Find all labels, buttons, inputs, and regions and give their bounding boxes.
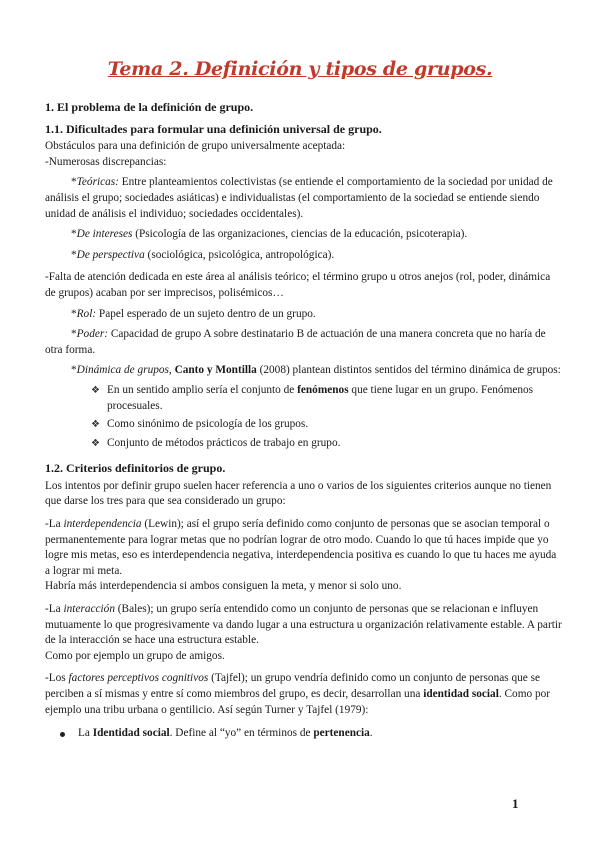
list-item: ❖ En un sentido amplio sería el conjunto de fenómenos que tiene lugar en un grupo. Fenómenos procesuales. xyxy=(91,383,534,412)
list-item: ❖ Conjunto de métodos prácticos de trabajo en grupo. xyxy=(91,436,563,452)
dinamica-paragraph: *Dinámica de grupos, Canto y Montilla (2008) plantean distintos sentidos del término dinámica de grupos: xyxy=(71,364,561,377)
interdependencia-paragraph: -La interdependencia (Lewin); así el grupo sería definido como conjunto de personas que se asocian temporal o permanentemente para lograr metas que no podrían lograr de otro modo. Cuando lo que tú haces impide que yo logre mis metas, eso es interdependencia negativa, interdependencia positiva es cuando lo que tu haces me ayuda a lograr mi meta. xyxy=(45,518,557,577)
identidad-social-term: identidad social xyxy=(423,688,499,700)
teoricas-term: Teóricas: xyxy=(76,176,119,189)
interaccion-extra: Como por ejemplo un grupo de amigos. xyxy=(45,649,225,662)
dinamica-term: Dinámica de grupos, xyxy=(76,364,172,377)
intereses-term: De intereses xyxy=(76,228,133,241)
list-item: ❖ Como sinónimo de psicología de los grupos. xyxy=(91,417,563,433)
perspectiva-term: De perspectiva xyxy=(76,248,145,261)
falta-atencion-paragraph: -Falta de atención dedicada en este área al análisis teórico; el término grupo u otros anejos (rol, poder, dinámica de grupos) acaban por ser imprecisos, polisémicos… xyxy=(45,271,551,299)
diamond-bullet-icon: ❖ xyxy=(91,419,100,431)
s12-intro: Los intentos por definir grupo suelen hacer referencia a uno o varios de los siguientes criterios aunque no tienen que darse los tres para que sea considerado un grupo: xyxy=(45,479,552,508)
s11-intro: Obstáculos para una definición de grupo universalmente aceptada: xyxy=(45,140,346,153)
factores-paragraph: -Los factores perceptivos cognitivos (Tajfel); un grupo vendría definido como un conjunto de personas que se perciben a sí mismas y entre sí como miembros del grupo, es decir, desarrollan una identidad social. Como por ejemplo una tribu urbana o gentilicio. Así según Turner y Tajfel (1979): xyxy=(45,672,551,716)
teoricas-paragraph: *Teóricas: Entre planteamientos colectivistas (se entiende el comportamiento de la sociedad por unidad de análisis el grupo; sociedades asiáticas) e individualistas (el comportamiento de la sociedad se entiende siendo unidad de análisis el individuo; sociedades occidentales). xyxy=(45,176,553,220)
dinamica-authors: Canto y Montilla xyxy=(174,364,257,377)
dot-bullet-icon xyxy=(60,732,65,737)
diamond-bullet-icon: ❖ xyxy=(91,384,100,396)
perspectiva-paragraph: *De perspectiva (sociológica, psicológica, antropológica). xyxy=(71,248,335,261)
interaccion-paragraph: -La interacción (Bales); un grupo sería entendido como un conjunto de personas que se relacionan e influyen mutuamente lo que progresivamente va dando lugar a una estructura u organización relativamente estable. A partir de la interacción se hace una estructura estable. xyxy=(45,603,562,647)
dinamica-bullet-list xyxy=(45,383,563,451)
interdependencia-term: interdependencia xyxy=(63,518,142,531)
section-1-2-heading: 1.2. Criterios definitorios de grupo. xyxy=(45,461,226,476)
diamond-bullet-icon: ❖ xyxy=(91,437,100,449)
discrepancias-line: -Numerosas discrepancias: xyxy=(45,155,167,168)
list-item: La Identidad social. Define al “yo” en términos de pertenencia. xyxy=(60,726,563,742)
poder-paragraph: *Poder: Capacidad de grupo A sobre destinatario B de actuación de una manera concreta que no haría de otra forma. xyxy=(45,328,546,356)
interaccion-term: interacción xyxy=(63,603,115,616)
interdependencia-extra: Habría más interdependencia si ambos consiguen la meta, y menor si solo uno. xyxy=(45,580,402,593)
factores-term: factores perceptivos cognitivos xyxy=(68,672,209,685)
section-1-heading: 1. El problema de la definición de grupo. xyxy=(45,100,254,114)
identidad-bullet-list xyxy=(45,726,563,742)
rol-paragraph: *Rol: Papel esperado de un sujeto dentro de un grupo. xyxy=(71,307,316,320)
page-number: 1 xyxy=(512,796,519,811)
document-title: Tema 2. Definición y tipos de grupos. xyxy=(107,58,493,80)
rol-term: Rol: xyxy=(76,307,97,320)
intereses-paragraph: *De intereses (Psicología de las organizaciones, ciencias de la educación, psicoterapia). xyxy=(71,228,468,241)
section-1-1-heading: 1.1. Dificultades para formular una definición universal de grupo. xyxy=(45,121,382,136)
poder-term: Poder: xyxy=(76,328,109,341)
document-body xyxy=(45,100,563,742)
